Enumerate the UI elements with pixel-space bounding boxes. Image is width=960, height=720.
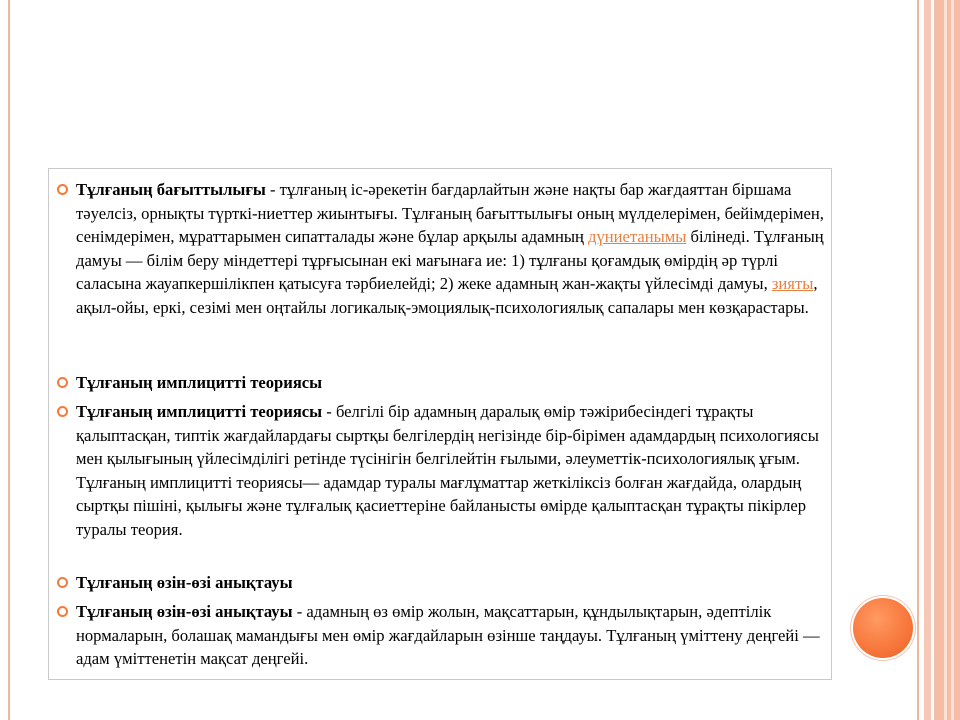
bullet-icon — [57, 606, 68, 617]
left-border-line — [8, 0, 10, 720]
term: Тұлғаның бағыттылығы — [76, 180, 266, 199]
bullet-icon — [57, 577, 68, 588]
right-decor-stripe — [934, 0, 960, 720]
term: Тұлғаның имплицитті теориясы — [76, 402, 323, 421]
paragraph — [76, 178, 828, 319]
bullet-item-implicit-heading — [76, 371, 828, 395]
term: Тұлғаның өзін-өзі анықтауы — [76, 602, 293, 621]
bullet-item-implicit-theory — [76, 400, 828, 541]
term: Тұлғаның өзін-өзі анықтауы — [76, 573, 293, 592]
text: - адамның өз өмір жолын, мақсаттарын, құндылықтарын, әдептілік нормаларын, болашақ мамандығы мен өмір жағдайларын өзінше таңдауы. Тұлғаның үміттену деңгейі — адам үміттенетін мақсат деңгейі. — [76, 602, 820, 668]
text: , ақыл-ойы, еркі, сезімі мен оңтайлы логикалық-эмоциялық-психологиялық сапалары мен көзқарастары. — [76, 274, 818, 317]
text: білінеді. Тұлғаның дамуы — білім беру міндеттері тұрғысынан екі мағынаға ие: 1) тұлғаны қоғамдық өмірдің әр түрлі саласына жауапкершілікпен қатысуға тәрбиелейді; 2) жеке адамның жан-жақты үйлесімді дамуы, — [76, 227, 824, 293]
right-decor-stripe — [951, 0, 954, 720]
text: - тұлғаның іс-әрекетін бағдарлайтын және нақты бар жағдаяттан біршама тәуелсіз, орнықты түрткі-ниеттер жиынтығы. Тұлғаның бағыттылығы оның мүлделерімен, бейімдерімен, сенімдерімен, мұраттарымен сипатталады және бұлар арқылы адамның — [76, 180, 824, 246]
term: Тұлғаның имплицитті теориясы — [76, 373, 323, 392]
paragraph — [76, 600, 828, 671]
bullet-icon — [57, 377, 68, 388]
paragraph — [76, 400, 828, 541]
paragraph — [76, 571, 828, 595]
paragraph — [76, 371, 828, 395]
link-intellect[interactable]: зияты — [771, 274, 814, 293]
bullet-item-self-determination-heading — [76, 571, 828, 595]
right-decor-stripe — [944, 0, 947, 720]
bullet-item-orientation — [76, 178, 828, 319]
text: - белгілі бір адамның даралық өмір тәжірибесіндегі тұрақты қалыптасқан, типтік жағдайлардағы сыртқы белгілердің негізінде бір-бірімен адамдардың психологиясы мен қылығының үйлесімділігі ретінде түсінігін белгілейтін ғылыми, әлеуметтік-психологиялық ұғым. Тұлғаның имплицитті теориясы— адамдар туралы мағлұматтар жеткіліксіз болған жағдайда, олардың сыртқы пішіні, қылығы және тұлғалық қасиеттеріне байланысты өмірде қалыптасқан тұрақты пікірлер туралы теория. — [76, 402, 819, 539]
right-decor-stripe — [917, 0, 919, 720]
bullet-item-self-determination — [76, 600, 828, 671]
right-decor-stripe — [924, 0, 931, 720]
content-box — [48, 168, 832, 680]
link-worldview[interactable]: дүниетанымы — [588, 227, 687, 246]
decor-circle — [853, 598, 913, 658]
bullet-icon — [57, 184, 68, 195]
bullet-icon — [57, 406, 68, 417]
